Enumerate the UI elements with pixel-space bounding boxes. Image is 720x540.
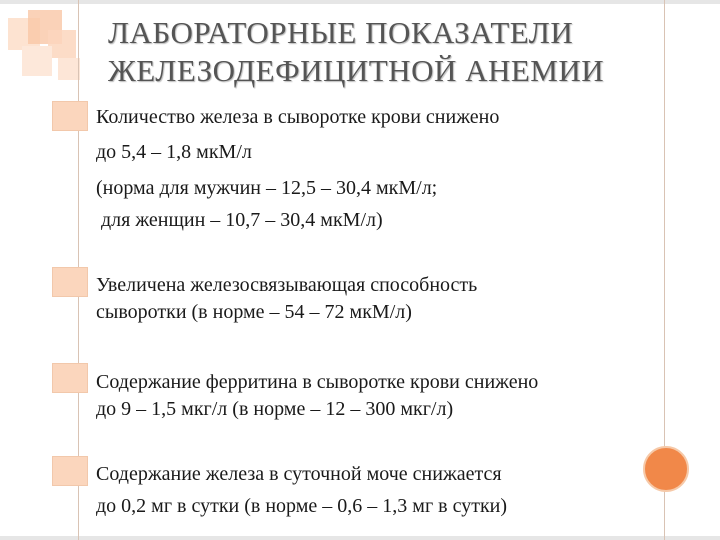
item-1-line-3: (норма для мужчин – 12,5 – 30,4 мкМ/л; bbox=[96, 177, 438, 199]
bullet-square bbox=[52, 267, 88, 297]
title-line-1: ЛАБОРАТОРНЫЕ ПОКАЗАТЕЛИ bbox=[108, 15, 574, 50]
bullet-square bbox=[52, 101, 88, 131]
item-3-line-2: до 9 – 1,5 мкг/л (в норме – 12 – 300 мкг/л) bbox=[96, 398, 454, 420]
item-1-line-4: для женщин – 10,7 – 30,4 мкМ/л) bbox=[96, 209, 383, 231]
item-4-line-2: до 0,2 мг в сутки (в норме – 0,6 – 1,3 мг в сутки) bbox=[96, 495, 508, 517]
bullet-square bbox=[52, 363, 88, 393]
orange-circle-decoration bbox=[643, 446, 689, 492]
bottom-frame-bar bbox=[0, 536, 720, 540]
item-3-line-1: Содержание ферритина в сыворотке крови снижено bbox=[96, 371, 539, 393]
item-4-line-1: Содержание железа в суточной моче снижается bbox=[96, 463, 502, 485]
corner-square-decoration bbox=[58, 58, 80, 80]
bullet-square bbox=[52, 456, 88, 486]
top-frame-bar bbox=[0, 0, 720, 4]
corner-square-decoration bbox=[22, 46, 52, 76]
item-1-line-2: до 5,4 – 1,8 мкМ/л bbox=[96, 141, 252, 163]
corner-square-decoration bbox=[48, 30, 76, 58]
slide-title bbox=[108, 14, 698, 90]
title-line-2: ЖЕЛЕЗОДЕФИЦИТНОЙ АНЕМИИ bbox=[108, 53, 605, 88]
item-2-line-1: Увеличена железосвязывающая способность bbox=[96, 274, 478, 296]
item-2-line-2: сыворотки (в норме – 54 – 72 мкМ/л) bbox=[96, 301, 412, 323]
item-1-line-1: Количество железа в сыворотке крови снижено bbox=[96, 106, 500, 128]
